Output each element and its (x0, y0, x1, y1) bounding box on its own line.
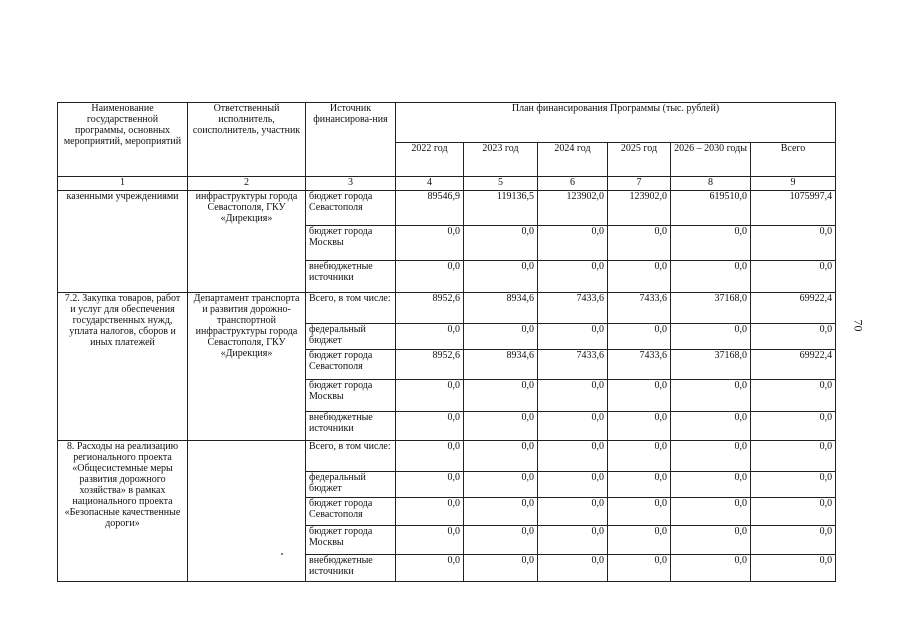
year-value: 119136,5 (464, 191, 538, 226)
header-total: Всего (751, 143, 836, 177)
header-year: 2026 – 2030 годы (671, 143, 751, 177)
total-value: 0,0 (751, 441, 836, 472)
year-value: 0,0 (396, 555, 464, 582)
funding-source: бюджет города Севастополя (306, 498, 396, 526)
funding-source: бюджет города Москвы (306, 526, 396, 555)
column-number: 5 (464, 177, 538, 191)
funding-source: федеральный бюджет (306, 324, 396, 350)
year-value: 0,0 (396, 380, 464, 412)
year-value: 0,0 (671, 441, 751, 472)
year-value: 0,0 (671, 226, 751, 261)
year-value: 0,0 (464, 555, 538, 582)
header-year: 2025 год (608, 143, 671, 177)
year-value: 37168,0 (671, 350, 751, 380)
measure-name: казенными учреждениями (58, 191, 188, 293)
year-value: 0,0 (538, 555, 608, 582)
total-value: 0,0 (751, 555, 836, 582)
header-executor: Ответственный исполнитель, соисполнитель, участник (188, 103, 306, 177)
year-value: 123902,0 (608, 191, 671, 226)
total-value: 0,0 (751, 412, 836, 441)
responsible-executor: Департамент транспорта и развития дорожно-транспортной инфраструктуры города Севастополя, ГКУ «Дирекция» (188, 293, 306, 441)
funding-source: федеральный бюджет (306, 472, 396, 498)
year-value: 0,0 (608, 441, 671, 472)
year-value: 0,0 (538, 261, 608, 293)
year-value: 0,0 (538, 498, 608, 526)
year-value: 7433,6 (538, 293, 608, 324)
year-value: 7433,6 (608, 293, 671, 324)
total-value: 69922,4 (751, 293, 836, 324)
total-value: 0,0 (751, 472, 836, 498)
total-value: 0,0 (751, 498, 836, 526)
page-number: 70 (851, 319, 866, 332)
year-value: 0,0 (608, 555, 671, 582)
year-value: 0,0 (671, 555, 751, 582)
year-value: 0,0 (464, 412, 538, 441)
column-number: 9 (751, 177, 836, 191)
year-value: 0,0 (396, 472, 464, 498)
header-name: Наименование государственной программы, основных мероприятий, мероприятий (58, 103, 188, 177)
funding-source: Всего, в том числе: (306, 441, 396, 472)
year-value: 0,0 (671, 261, 751, 293)
year-value: 619510,0 (671, 191, 751, 226)
column-numbers-row (58, 177, 836, 191)
year-value: 0,0 (464, 526, 538, 555)
year-value: 0,0 (608, 498, 671, 526)
year-value: 0,0 (464, 441, 538, 472)
year-value: 0,0 (396, 261, 464, 293)
year-value: 0,0 (538, 441, 608, 472)
column-number: 3 (306, 177, 396, 191)
funding-source: внебюджетные источники (306, 261, 396, 293)
year-value: 123902,0 (538, 191, 608, 226)
header-source: Источник финансирова-ния (306, 103, 396, 177)
year-value: 0,0 (608, 412, 671, 441)
year-value: 0,0 (538, 226, 608, 261)
year-value: 7433,6 (608, 350, 671, 380)
year-value: 0,0 (608, 226, 671, 261)
funding-source: внебюджетные источники (306, 412, 396, 441)
total-value: 69922,4 (751, 350, 836, 380)
funding-source: бюджет города Москвы (306, 380, 396, 412)
year-value: 0,0 (538, 380, 608, 412)
year-value: 0,0 (608, 472, 671, 498)
table-row (58, 293, 836, 324)
year-value: 0,0 (538, 324, 608, 350)
column-number: 8 (671, 177, 751, 191)
funding-source: внебюджетные источники (306, 555, 396, 582)
year-value: 8934,6 (464, 293, 538, 324)
total-value: 0,0 (751, 324, 836, 350)
financing-table (57, 102, 836, 582)
year-value: 0,0 (538, 472, 608, 498)
measure-name: 7.2. Закупка товаров, работ и услуг для обеспечения государственных нужд, уплата налогов, сборов и иных платежей (58, 293, 188, 441)
year-value: 7433,6 (538, 350, 608, 380)
total-value: 0,0 (751, 226, 836, 261)
year-value: 0,0 (464, 472, 538, 498)
header-year: 2023 год (464, 143, 538, 177)
year-value: 0,0 (464, 380, 538, 412)
year-value: 0,0 (396, 526, 464, 555)
year-value: 0,0 (464, 261, 538, 293)
header-year: 2024 год (538, 143, 608, 177)
scan-speck (281, 553, 283, 555)
total-value: 0,0 (751, 526, 836, 555)
year-value: 0,0 (671, 324, 751, 350)
measure-name: 8. Расходы на реализацию регионального проекта «Общесистемные меры развития дорожного хозяйства» в рамках национального проекта «Безопасные качественные дороги» (58, 441, 188, 582)
year-value: 0,0 (671, 526, 751, 555)
year-value: 0,0 (396, 412, 464, 441)
year-value: 0,0 (608, 324, 671, 350)
year-value: 0,0 (464, 324, 538, 350)
year-value: 37168,0 (671, 293, 751, 324)
year-value: 8934,6 (464, 350, 538, 380)
responsible-executor: инфраструктуры города Севастополя, ГКУ «Дирекция» (188, 191, 306, 293)
year-value: 0,0 (671, 380, 751, 412)
header-year: 2022 год (396, 143, 464, 177)
year-value: 0,0 (538, 412, 608, 441)
column-number: 7 (608, 177, 671, 191)
year-value: 0,0 (464, 498, 538, 526)
year-value: 0,0 (608, 526, 671, 555)
year-value: 0,0 (464, 226, 538, 261)
column-number: 2 (188, 177, 306, 191)
year-value: 0,0 (538, 526, 608, 555)
year-value: 0,0 (396, 226, 464, 261)
year-value: 0,0 (671, 498, 751, 526)
funding-source: бюджет города Севастополя (306, 350, 396, 380)
header-plan: План финансирования Программы (тыс. рублей) (396, 103, 836, 143)
column-number: 1 (58, 177, 188, 191)
responsible-executor (188, 441, 306, 582)
funding-source: Всего, в том числе: (306, 293, 396, 324)
year-value: 0,0 (671, 412, 751, 441)
total-value: 0,0 (751, 261, 836, 293)
column-number: 6 (538, 177, 608, 191)
year-value: 0,0 (608, 261, 671, 293)
year-value: 8952,6 (396, 350, 464, 380)
table-row (58, 441, 836, 472)
total-value: 0,0 (751, 380, 836, 412)
funding-source: бюджет города Севастополя (306, 191, 396, 226)
year-value: 0,0 (671, 472, 751, 498)
year-value: 8952,6 (396, 293, 464, 324)
year-value: 0,0 (608, 380, 671, 412)
table-row (58, 191, 836, 226)
total-value: 1075997,4 (751, 191, 836, 226)
year-value: 0,0 (396, 441, 464, 472)
year-value: 0,0 (396, 498, 464, 526)
column-number: 4 (396, 177, 464, 191)
year-value: 89546,9 (396, 191, 464, 226)
year-value: 0,0 (396, 324, 464, 350)
funding-source: бюджет города Москвы (306, 226, 396, 261)
